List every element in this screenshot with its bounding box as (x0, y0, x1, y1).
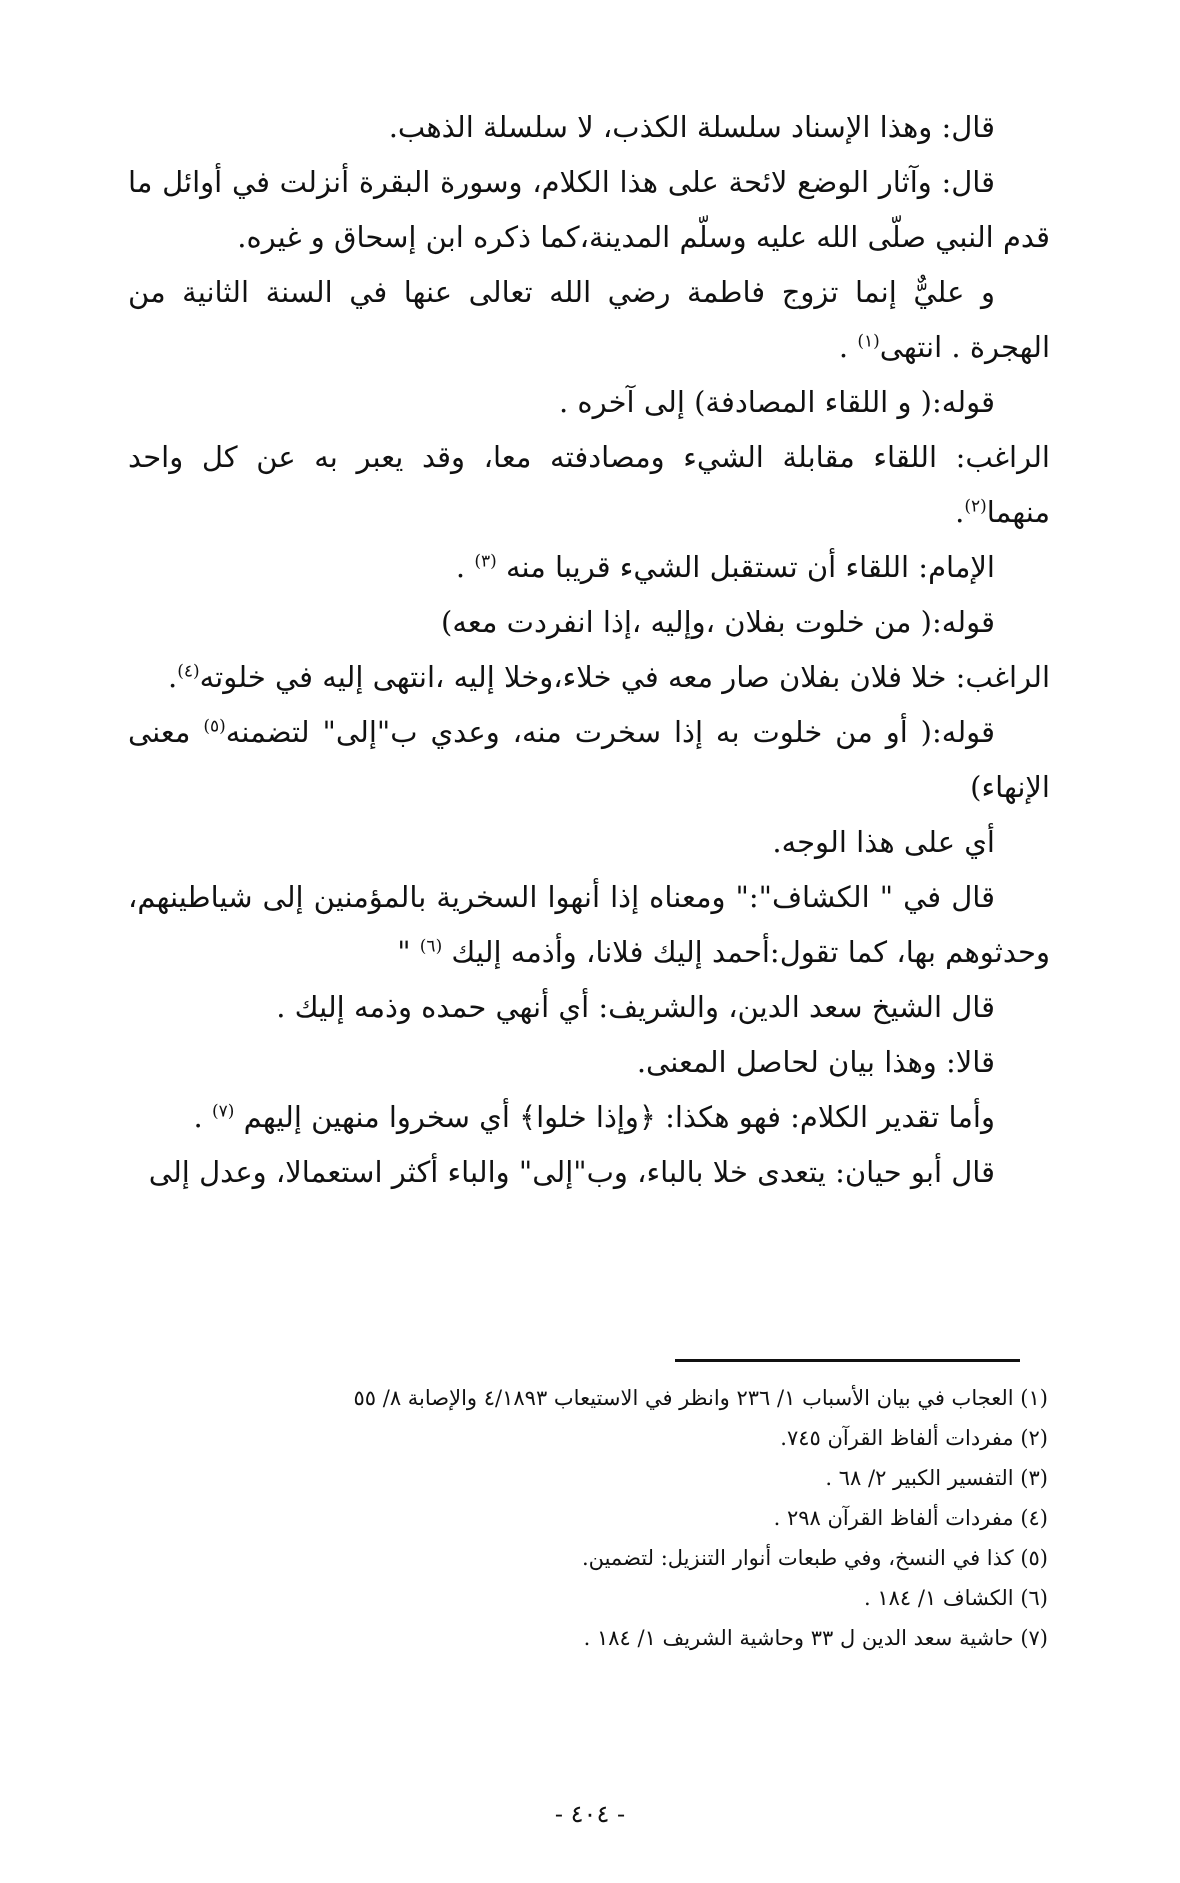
footnote-reference: (٢) (964, 496, 987, 517)
paragraph: قال: وهذا الإسناد سلسلة الكذب، لا سلسلة الذهب. (388, 110, 995, 144)
paragraph: قال الشيخ سعد الدين، والشريف: أي أنهي حمده وذمه إليك . (276, 990, 995, 1024)
footnote: (٢) مفردات ألفاظ القرآن ٧٤٥. (780, 1426, 1048, 1450)
footnote: (٥) كذا في النسخ، وفي طبعات أنوار التنزيل: لتضمين. (581, 1546, 1048, 1570)
footnote-reference: (٦) (419, 936, 443, 957)
paragraph: قال أبو حيان: يتعدى خلا بالباء، وب"إلى" والباء أكثر استعمالا، وعدل إلى (148, 1155, 995, 1189)
footnote: (٦) الكشاف ١/ ١٨٤ . (863, 1586, 1048, 1610)
paragraph: الراغب: اللقاء مقابلة الشيء ومصادفته معا، وقد يعبر به عن كل واحد منهما$^{(٢)}$. (128, 440, 1050, 529)
footnote: (٧) حاشية سعد الدين ل ٣٣ وحاشية الشريف ١/ ١٨٤ . (583, 1626, 1048, 1650)
main-text (128, 100, 1050, 1200)
footnote-reference: (٧) (211, 1101, 235, 1122)
footnote-reference: (٣) (474, 551, 497, 572)
paragraph: قوله:( و اللقاء المصادفة) إلى آخره . (558, 385, 995, 419)
paragraph: قوله:( من خلوت بفلان ،وإليه ،إذا انفردت معه) (441, 605, 995, 639)
paragraph: قالا: وهذا بيان لحاصل المعنى. (636, 1045, 995, 1079)
paragraph: أي على هذا الوجه. (772, 825, 995, 859)
footnote: (٣) التفسير الكبير ٢/ ٦٨ . (825, 1466, 1048, 1490)
paragraph: قوله:( أو من خلوت به إذا سخرت منه، وعدي ب"إلى" لتضمنه$^{(٥)}$ معنى الإنهاء) (128, 715, 1050, 804)
paragraph: الراغب: خلا فلان بفلان صار معه في خلاء،وخلا إليه ،انتهى إليه في خلوته$^{(٤)}$. (167, 660, 1050, 694)
footnote-separator (675, 1359, 1020, 1362)
page-number: - ٤٠٤ - (554, 1800, 626, 1828)
footnote-reference: (١) (857, 331, 880, 352)
footnote: (٤) مفردات ألفاظ القرآن ٢٩٨ . (773, 1506, 1048, 1530)
footnote-reference: (٤) (177, 661, 200, 682)
paragraph: قال: وآثار الوضع لائحة على هذا الكلام، وسورة البقرة أنزلت في أوائل ما قدم النبي صلّى الله عليه وسلّم المدينة،كما ذكره ابن إسحاق و غيره. (128, 165, 1050, 254)
footnote-reference: (٥) (203, 716, 226, 737)
footnotes (128, 1378, 1050, 1658)
footnote: (١) العجاب في بيان الأسباب ١/ ٢٣٦ وانظر في الاستيعاب ٤/١٨٩٣ والإصابة ٨/ ٥٥ (353, 1386, 1048, 1410)
paragraph: و عليٌّ إنما تزوج فاطمة رضي الله تعالى عنها في السنة الثانية من الهجرة . انتهى$^{(١)}$ . (128, 275, 1050, 364)
paragraph: الإمام: اللقاء أن تستقبل الشيء قريبا منه $^{(٣)}$ . (455, 550, 995, 584)
paragraph: قال في " الكشاف":" ومعناه إذا أنهوا السخرية بالمؤمنين إلى شياطينهم، وحدثوهم بها، كما تقول:أحمد إليك فلانا، وأذمه إليك $^{(٦)}$ " (128, 880, 1050, 969)
paragraph: وأما تقدير الكلام: فهو هكذا: ﴿وإذا خلوا﴾ أي سخروا منهين إليهم $^{(٧)}$ . (193, 1100, 995, 1134)
